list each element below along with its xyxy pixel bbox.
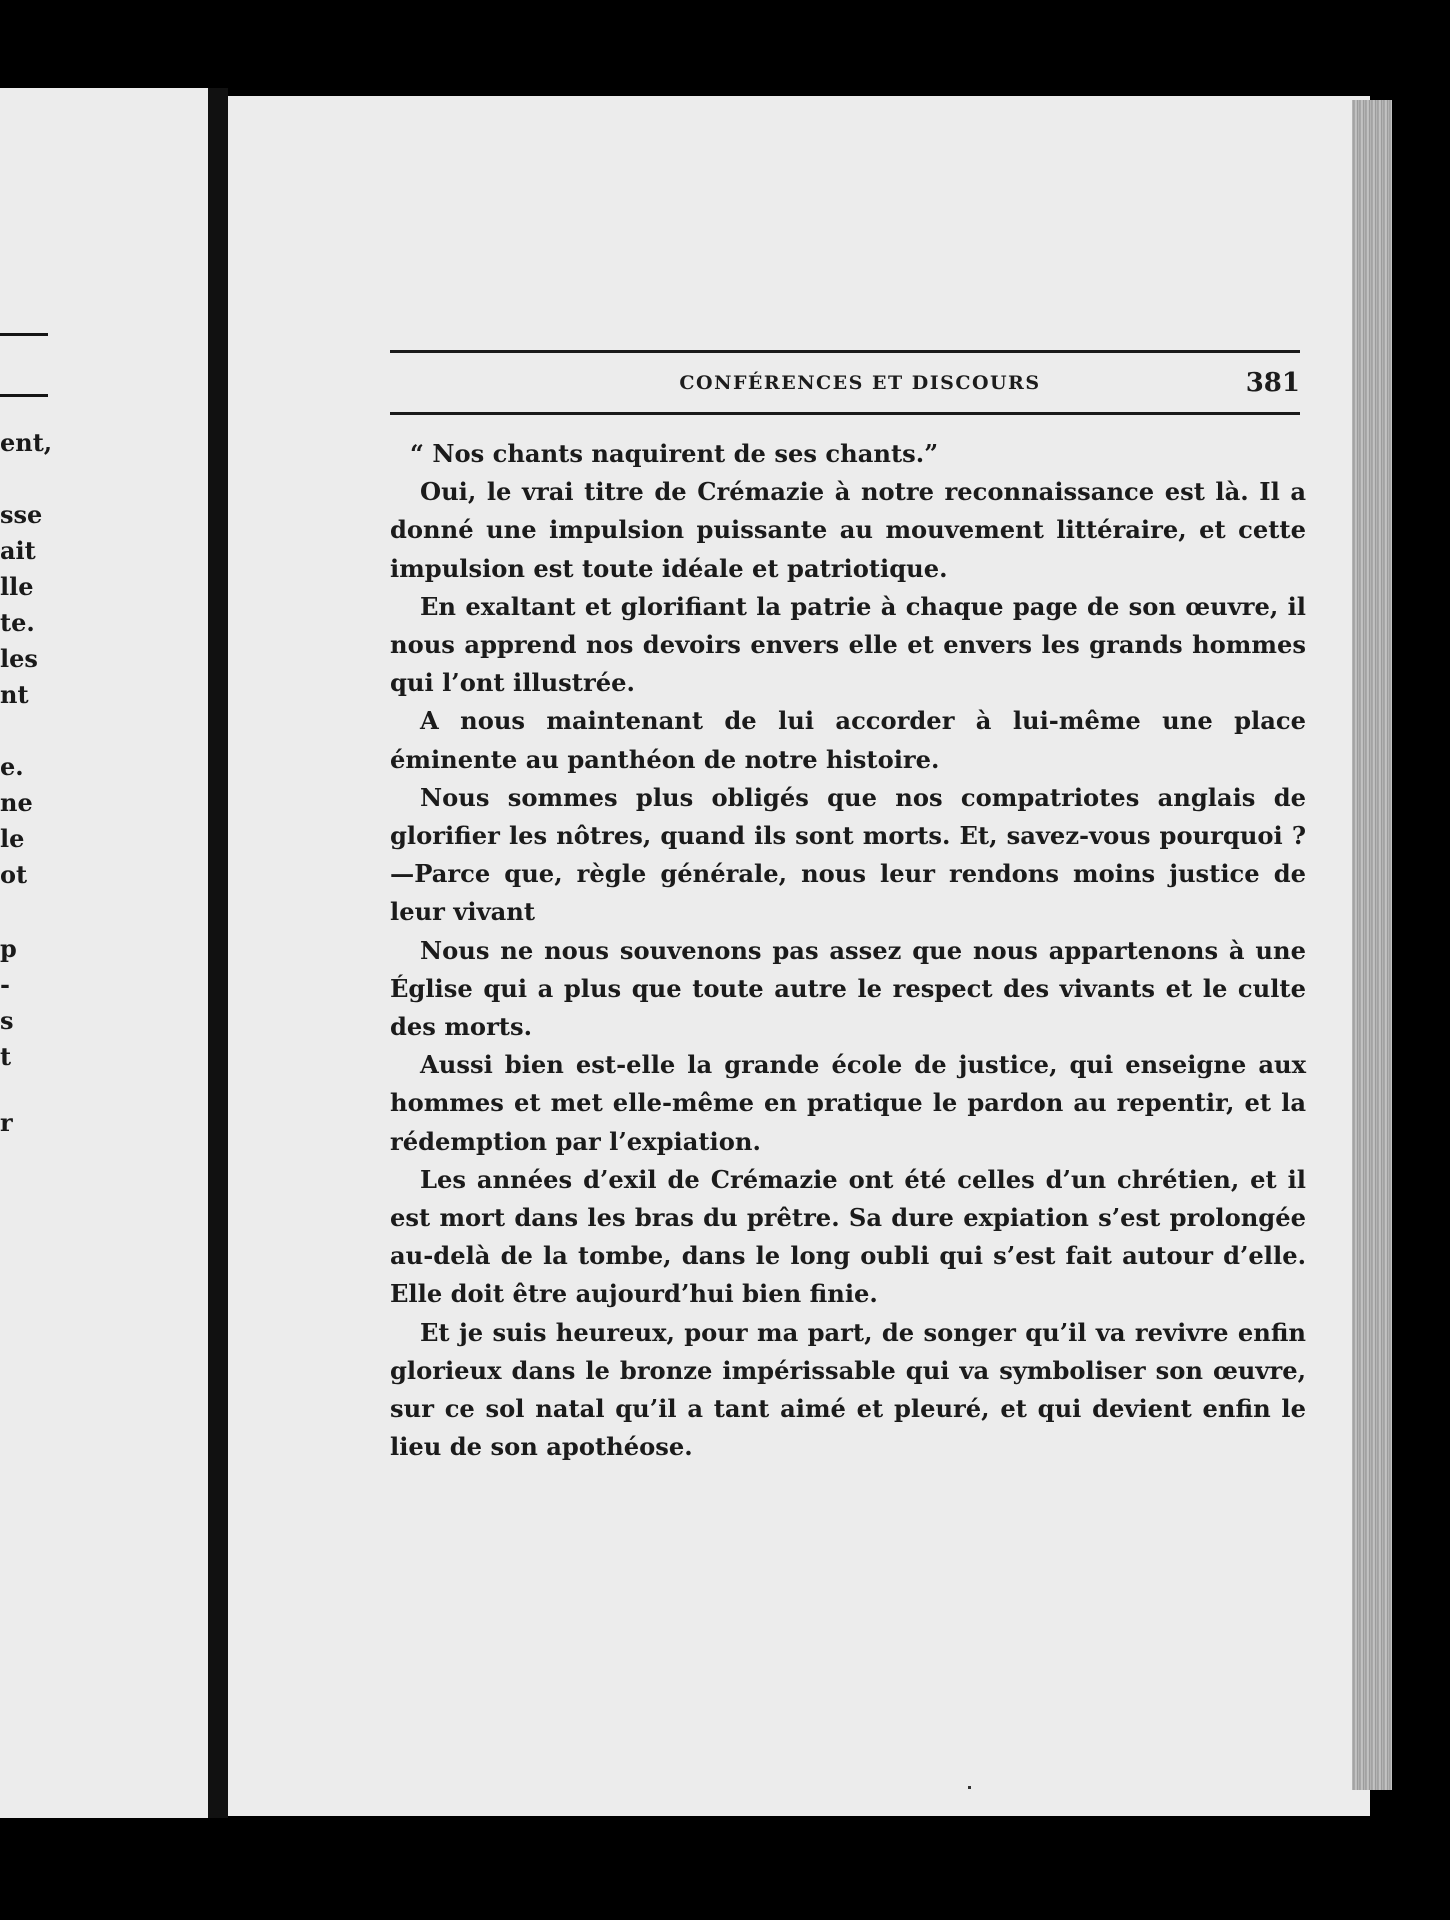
book-page [228, 96, 1370, 1816]
left-page-text: les [0, 644, 38, 673]
left-page-rule [0, 394, 48, 397]
left-page-text: - [0, 970, 10, 999]
left-page-text: t [0, 1042, 12, 1071]
header-bottom-rule [390, 412, 1300, 415]
header-top-rule [390, 350, 1300, 353]
left-page-text: te. [0, 608, 35, 637]
left-page-text: ot [0, 860, 28, 889]
page-edge-stack [1352, 100, 1392, 1790]
left-page-text: s [0, 1006, 14, 1035]
paragraph: A nous maintenant de lui accorder à lui-même une place éminente au panthéon de notre histoire. [390, 706, 1306, 774]
left-page-text: ne [0, 788, 33, 817]
paragraph: Aussi bien est-elle la grande école de justice, qui enseigne aux hommes et met elle-même en pratique le pardon au repentir, et la rédemption par l’expiation. [390, 1050, 1306, 1156]
running-title: CONFÉRENCES ET DISCOURS [679, 372, 1041, 394]
left-page-rule [0, 333, 48, 336]
left-page-text: le [0, 824, 25, 853]
page-number: 381 [1245, 368, 1300, 398]
paragraph: Oui, le vrai titre de Crémazie à notre reconnaissance est là. Il a donné une impulsion puissante au mouvement littéraire, et cette impulsion est toute idéale et patriotique. [390, 477, 1306, 583]
left-page-text: p [0, 934, 17, 963]
left-page-text: ent, [0, 428, 53, 457]
left-page-text: ait [0, 536, 36, 565]
paragraph: Nous ne nous souvenons pas assez que nous appartenons à une Église qui a plus que toute autre le respect des vivants et le culte des morts. [390, 935, 1306, 1042]
left-page-text: r [0, 1108, 13, 1137]
paragraph: Nous sommes plus obligés que nos compatriotes anglais de glorifier les nôtres, quand ils sont morts. Et, savez-vous pourquoi ?—Parce que, règle générale, nous leur rendons moins justice de leur vivant [390, 782, 1306, 927]
left-page-text: nt [0, 680, 29, 709]
left-page-fragment [0, 88, 208, 1818]
book-gutter [208, 88, 228, 1818]
dust-speck [968, 1786, 971, 1789]
quote-line: “ Nos chants naquirent de ses chants.” [410, 439, 939, 468]
paragraph: Les années d’exil de Crémazie ont été celles d’un chrétien, et il est mort dans les bras du prêtre. Sa dure expiation s’est prolongée au-delà de la tombe, dans le long oubli qui s’est fait autour d’elle. Elle doit être aujourd’hui bien finie. [390, 1164, 1306, 1309]
body-text [390, 435, 1306, 1466]
running-head [390, 368, 1300, 404]
left-page-text: e. [0, 752, 24, 781]
left-page-text: sse [0, 500, 43, 529]
left-page-text: lle [0, 572, 34, 601]
paragraph: En exaltant et glorifiant la patrie à chaque page de son œuvre, il nous apprend nos devoirs envers elle et envers les grands hommes qui l’ont illustrée. [390, 591, 1306, 698]
paragraph: Et je suis heureux, pour ma part, de songer qu’il va revivre enfin glorieux dans le bronze impérissable qui va symboliser son œuvre, sur ce sol natal qu’il a tant aimé et pleuré, et qui devient enfin le lieu de son apothéose. [390, 1317, 1306, 1462]
